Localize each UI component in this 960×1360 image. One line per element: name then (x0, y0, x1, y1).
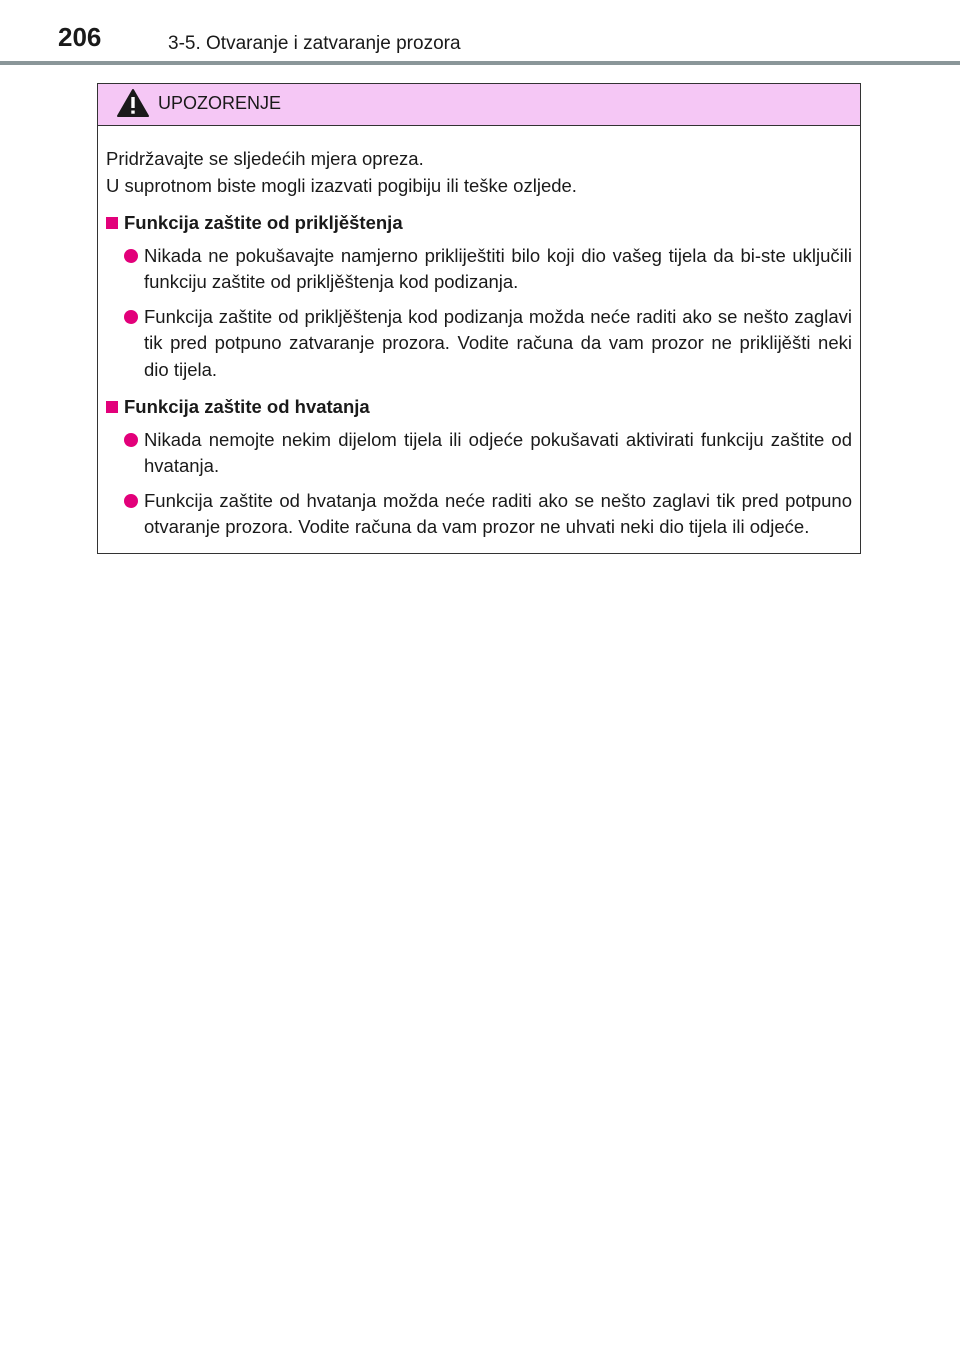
page-header (0, 0, 960, 64)
section-heading (106, 210, 852, 237)
circle-bullet-icon (124, 249, 138, 263)
section-title: 3-5. Otvaranje i zatvaranje prozora (168, 33, 461, 54)
square-bullet-icon (106, 401, 118, 413)
warning-header (98, 84, 860, 126)
intro-line: U suprotnom biste mogli izazvati pogibiju ili teške ozljede. (106, 174, 577, 196)
intro-line: Pridržavajte se sljedećih mjera opreza. (106, 148, 424, 169)
section-heading (106, 394, 852, 421)
circle-bullet-icon (124, 310, 138, 324)
list-item-text: Funkcija zaštite od hvatanja možda neće raditi ako se nešto zaglavi tik pred potpuno otvaranje prozora. Vodite računa da vam prozor ne uhvati neki dio tijela ili odjeće. (144, 489, 852, 537)
section-heading-text: Funkcija zaštite od prikljěštenja (124, 212, 403, 233)
circle-bullet-icon (124, 494, 138, 508)
circle-bullet-icon (124, 433, 138, 447)
warning-body (98, 126, 860, 541)
section-heading-text: Funkcija zaštite od hvatanja (124, 396, 370, 417)
list-item-text: Nikada nemojte nekim dijelom tijela ili odjeće pokušavati aktivirati funkciju zaštite od hvatanja. (144, 428, 852, 476)
square-bullet-icon (106, 217, 118, 229)
page-number: 206 (58, 22, 102, 52)
list-item (106, 243, 852, 296)
warning-intro (106, 146, 852, 199)
list-item (106, 304, 852, 384)
list-item (106, 488, 852, 541)
list-item-text: Funkcija zaštite od prikljěštenja kod podizanja možda neće raditi ako se nešto zaglavi tik pred potpuno zatvaranje prozora. Vodite računa da vam prozor ne priklijěšti neki dio tijela. (144, 305, 852, 380)
header-rule (0, 61, 960, 65)
warning-triangle-icon (116, 88, 150, 118)
warning-box (97, 83, 861, 554)
warning-title: UPOZORENJE (158, 93, 282, 113)
list-item-text: Nikada ne pokušavajte namjerno prikliještiti bilo koji dio vašeg tijela da bi-ste uključili funkciju zaštite od prikljěštenja kod podizanja. (144, 244, 852, 292)
list-item (106, 427, 852, 480)
